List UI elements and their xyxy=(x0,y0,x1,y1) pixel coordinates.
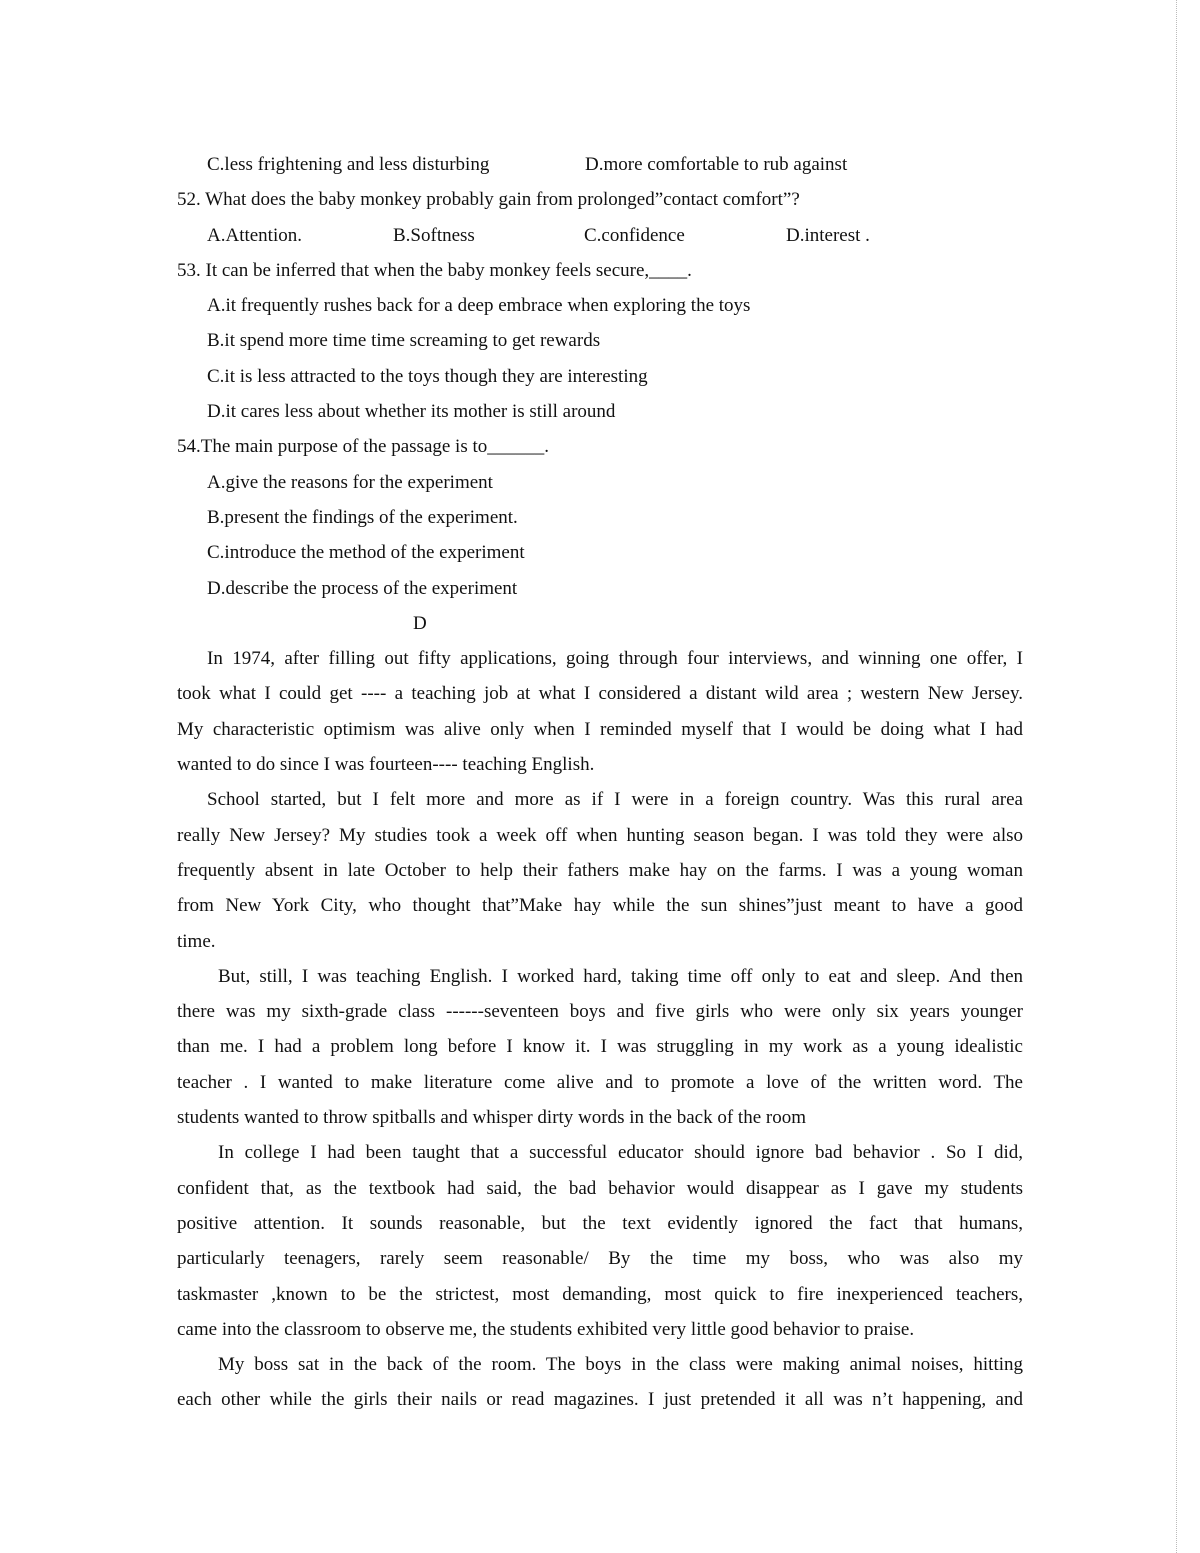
paragraph xyxy=(177,1135,1023,1347)
paragraph xyxy=(177,641,1023,782)
paragraph-line: each other while the girls their nails or read magazines. I just pretended it all was n’t happening, and xyxy=(177,1389,1023,1411)
paragraph-line: My characteristic optimism was alive only when I reminded myself that I would be doing what I had xyxy=(177,718,1023,740)
q52-option-a: A.Attention. xyxy=(207,224,302,246)
paragraph-line: In 1974, after filling out fifty applications, going through four interviews, and winning one offer, I xyxy=(207,648,1023,670)
q52-option-b: B.Softness xyxy=(393,224,475,246)
section-heading: D xyxy=(413,612,427,634)
q54-option-d: D.describe the process of the experiment xyxy=(207,577,518,599)
page-margin-guide xyxy=(1176,0,1177,1553)
q54-option-b: B.present the findings of the experiment. xyxy=(207,506,518,528)
q51-options-cd xyxy=(177,147,1023,182)
paragraph-line: particularly teenagers, rarely seem reasonable/ By the time my boss, who was also my xyxy=(177,1248,1023,1270)
paragraph-line: time. xyxy=(177,930,216,952)
q53-option-d: D.it cares less about whether its mother is still around xyxy=(207,401,616,423)
q52-stem: 52. What does the baby monkey probably gain from prolonged”contact comfort”? xyxy=(177,189,800,211)
paragraph-line: frequently absent in late October to help their fathers make hay on the farms. I was a young woman xyxy=(177,859,1023,881)
q52-option-d: D.interest . xyxy=(786,224,870,246)
q52-options xyxy=(177,218,1023,253)
paragraph-line: came into the classroom to observe me, the students exhibited very little good behavior to praise. xyxy=(177,1318,915,1340)
document-page xyxy=(177,147,1023,1418)
paragraph-line: positive attention. It sounds reasonable, but the text evidently ignored the fact that humans, xyxy=(177,1212,1023,1234)
paragraph-line: taskmaster ,known to be the strictest, most demanding, most quick to fire inexperienced teachers, xyxy=(177,1283,1023,1305)
q52-option-c: C.confidence xyxy=(584,224,685,246)
q54-stem: 54.The main purpose of the passage is to______. xyxy=(177,436,550,458)
paragraph-line: really New Jersey? My studies took a week off when hunting season began. I was told they were also xyxy=(177,824,1023,846)
paragraph xyxy=(177,782,1023,958)
passage-body xyxy=(177,641,1023,1418)
q51-option-d: D.more comfortable to rub against xyxy=(585,154,848,175)
q53-option-c: C.it is less attracted to the toys though they are interesting xyxy=(207,365,648,387)
paragraph-line: wanted to do since I was fourteen---- teaching English. xyxy=(177,754,595,776)
paragraph-line: than me. I had a problem long before I know it. I was struggling in my work as a young idealistic xyxy=(177,1036,1023,1058)
paragraph-line: School started, but I felt more and more as if I were in a foreign country. Was this rural area xyxy=(207,789,1023,811)
q53-option-a: A.it frequently rushes back for a deep embrace when exploring the toys xyxy=(207,295,751,317)
paragraph-line: confident that, as the textbook had said, the bad behavior would disappear as I gave my students xyxy=(177,1177,1023,1199)
paragraph-line: But, still, I was teaching English. I worked hard, taking time off only to eat and sleep. And then xyxy=(218,965,1023,987)
paragraph xyxy=(177,1347,1023,1418)
paragraph-line: In college I had been taught that a successful educator should ignore bad behavior . So I did, xyxy=(218,1142,1023,1164)
paragraph-line: there was my sixth-grade class ------seventeen boys and five girls who were only six years younger xyxy=(177,1001,1023,1023)
paragraph-line: from New York City, who thought that”Make hay while the sun shines”just meant to have a good xyxy=(177,895,1023,917)
q54-option-a: A.give the reasons for the experiment xyxy=(207,471,493,493)
paragraph-line: students wanted to throw spitballs and whisper dirty words in the back of the room xyxy=(177,1107,807,1129)
paragraph-line: took what I could get ---- a teaching job at what I considered a distant wild area ; western New Jersey. xyxy=(177,683,1023,705)
q53-stem: 53. It can be inferred that when the baby monkey feels secure,____. xyxy=(177,259,692,281)
q51-option-c: C.less frightening and less disturbing xyxy=(207,154,490,175)
q53-option-b: B.it spend more time time screaming to get rewards xyxy=(207,330,601,352)
paragraph xyxy=(177,959,1023,1135)
paragraph-line: teacher . I wanted to make literature come alive and to promote a love of the written word. The xyxy=(177,1071,1023,1093)
q54-option-c: C.introduce the method of the experiment xyxy=(207,542,525,564)
paragraph-line: My boss sat in the back of the room. The boys in the class were making animal noises, hitting xyxy=(218,1354,1023,1376)
